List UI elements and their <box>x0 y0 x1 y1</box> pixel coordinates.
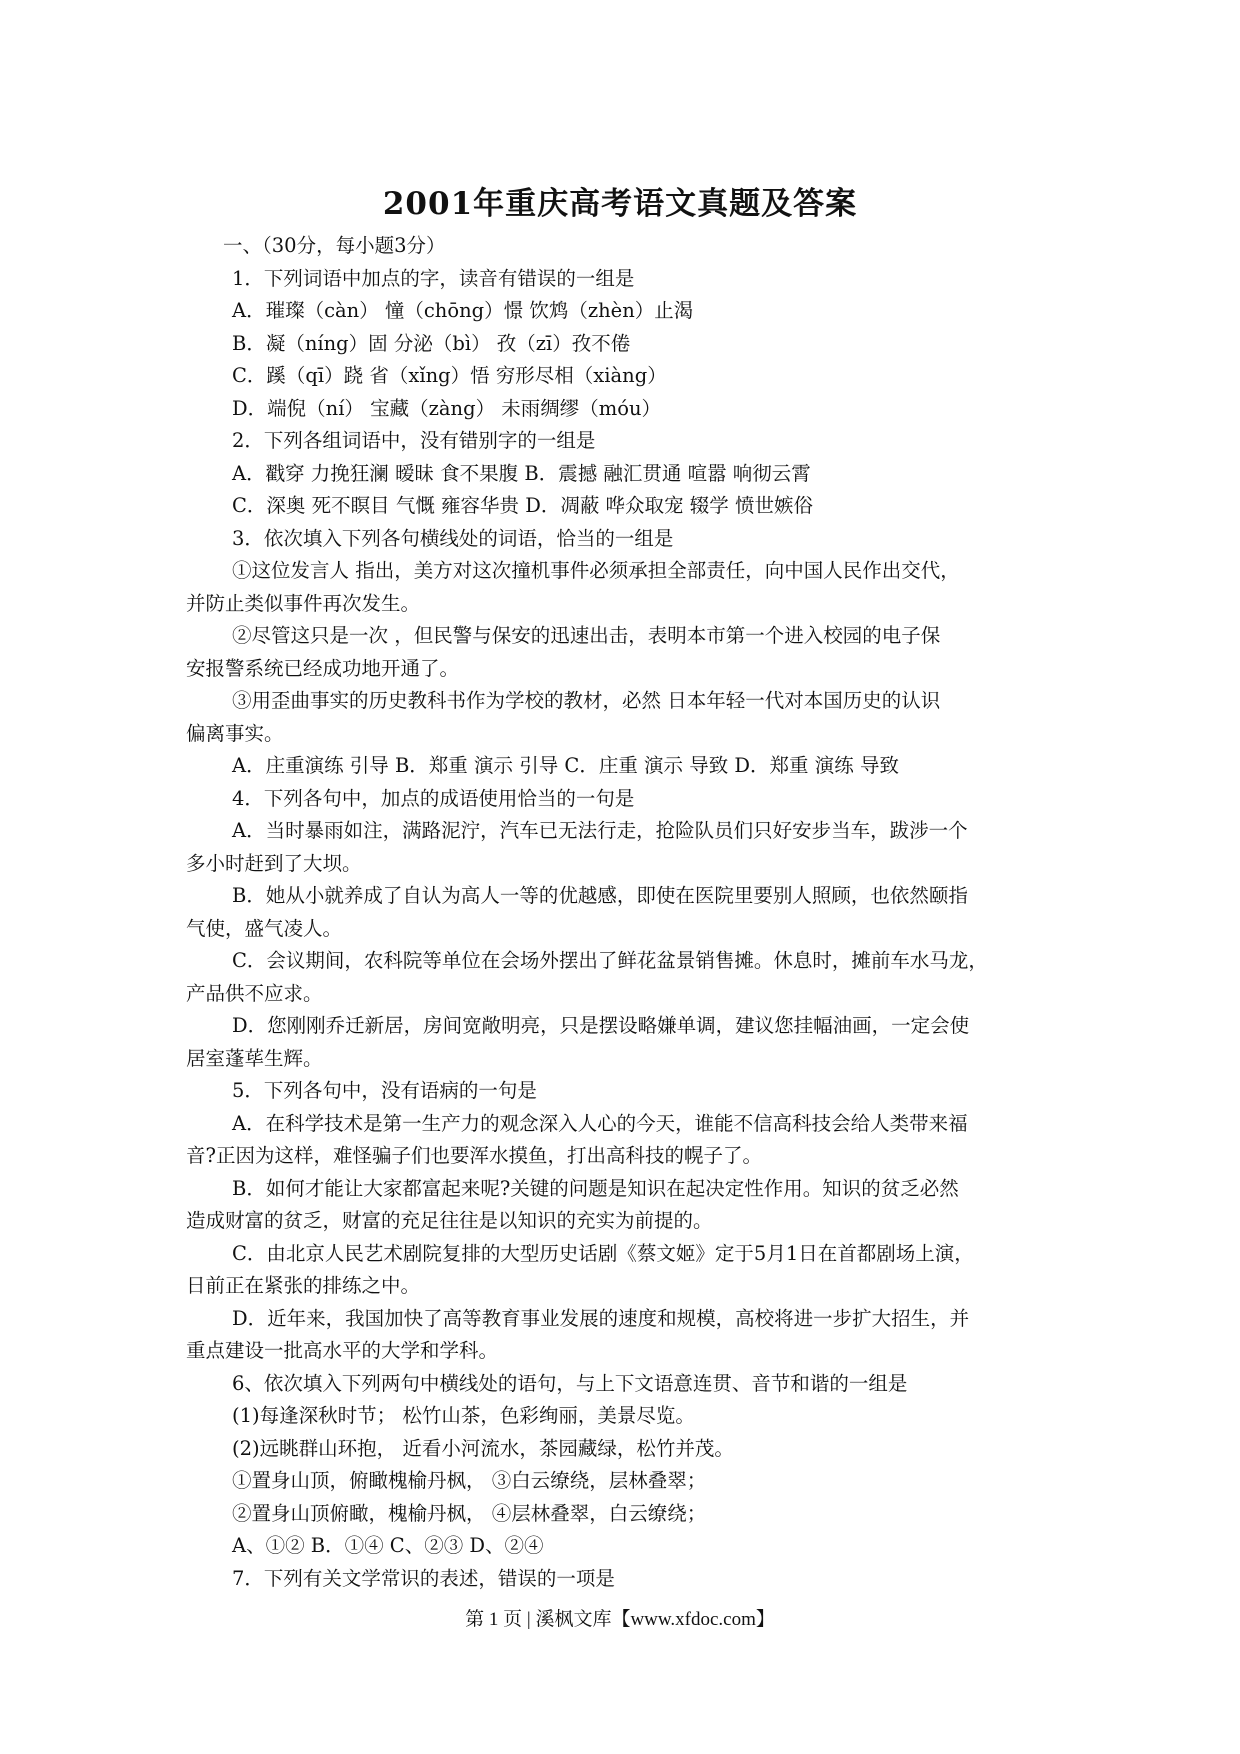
text-line: (2)远眺群山环抱， 近看小河流水，茶园藏绿，松竹并茂。 <box>232 1436 734 1460</box>
text-line: A．当时暴雨如注，满路泥泞，汽车已无法行走，抢险队员们只好安步当车，跋涉一个 <box>232 819 968 842</box>
text-line: B．如何才能让大家都富起来呢?关键的问题是知识在起决定性作用。知识的贫乏必然 <box>232 1176 959 1200</box>
text-line: (1)每逢深秋时节； 松竹山茶，色彩绚丽，美景尽览。 <box>232 1404 695 1427</box>
text-line: 多小时赶到了大坝。 <box>186 851 362 875</box>
text-line: B．凝（níng）固 分泌（bì） 孜（zī）孜不倦 <box>232 331 631 355</box>
text-line: ②尽管这只是一次 ，但民警与保安的迅速出击，表明本市第一个进入校园的电子保 <box>232 624 941 647</box>
text-line: C．会议期间，农科院等单位在会场外摆出了鲜花盆景销售摊。休息时，摊前车水马龙， <box>232 949 988 972</box>
text-line: 2．下列各组词语中，没有错别字的一组是 <box>232 429 596 452</box>
text-line: ③用歪曲事实的历史教科书作为学校的教材，必然 日本年轻一代对本国历史的认识 <box>232 689 941 712</box>
document-body <box>186 230 1066 1595</box>
text-line: A、①② B．①④ C、②③ D、②④ <box>232 1534 544 1557</box>
text-line: 1．下列词语中加点的字，读音有错误的一组是 <box>232 266 635 290</box>
text-line: 日前正在紧张的排练之中。 <box>186 1274 421 1297</box>
text-line: ②置身山顶俯瞰，槐榆丹枫， ④层林叠翠，白云缭绕； <box>232 1501 707 1525</box>
text-line: 音?正因为这样，难怪骗子们也要浑水摸鱼，打出高科技的幌子了。 <box>186 1144 762 1167</box>
text-line: C．由北京人民艺术剧院复排的大型历史话剧《蔡文姬》定于5月1日在首都剧场上演， <box>232 1241 974 1265</box>
text-line: A．璀璨（càn） 憧（chōng）憬 饮鸩（zhèn）止渴 <box>232 299 694 322</box>
text-line: A．庄重演练 引导 B．郑重 演示 引导 C．庄重 演示 导致 D．郑重 演练 导致 <box>232 754 899 777</box>
text-line: A．戳穿 力挽狂澜 暧昧 食不果腹 B．震撼 融汇贯通 喧嚣 响彻云霄 <box>232 461 811 485</box>
text-line: ①这位发言人 指出，美方对这次撞机事件必须承担全部责任，向中国人民作出交代， <box>232 559 960 582</box>
text-line: 造成财富的贫乏，财富的充足往往是以知识的充实为前提的。 <box>186 1209 713 1232</box>
text-line: 重点建设一批高水平的大学和学科。 <box>186 1339 499 1362</box>
text-line: 一、（30分，每小题3分） <box>223 234 446 257</box>
text-line: 3．依次填入下列各句横线处的词语，恰当的一组是 <box>232 526 674 550</box>
text-line: 6、依次填入下列两句中横线处的语句，与上下文语意连贯、音节和谐的一组是 <box>232 1371 908 1395</box>
text-line: A．在科学技术是第一生产力的观念深入人心的今天，谁能不信高科技会给人类带来福 <box>232 1111 968 1135</box>
page-footer: 第 1 页 | 溪枫文库【www.xfdoc.com】 <box>465 1609 775 1630</box>
text-line: 气使，盛气凌人。 <box>186 916 343 940</box>
document-title: 2001年重庆高考语文真题及答案 <box>382 186 858 222</box>
text-line: C．深奥 死不瞑目 气慨 雍容华贵 D．凋蔽 哗众取宠 辍学 愤世嫉俗 <box>232 494 813 517</box>
text-line: ①置身山顶，俯瞰槐榆丹枫， ③白云缭绕，层林叠翠； <box>232 1469 707 1492</box>
text-line: 5．下列各句中，没有语病的一句是 <box>232 1079 537 1102</box>
text-line: D．端倪（ní） 宝藏（zàng） 未雨绸缪（móu） <box>232 396 662 420</box>
text-line: 7．下列有关文学常识的表述，错误的一项是 <box>232 1566 615 1590</box>
text-line: 并防止类似事件再次发生。 <box>186 591 421 615</box>
text-line: D．您刚刚乔迁新居，房间宽敞明亮，只是摆设略嫌单调，建议您挂幅油画，一定会使 <box>232 1014 970 1037</box>
text-line: B．她从小就养成了自认为高人一等的优越感，即使在医院里要别人照顾，也依然颐指 <box>232 884 968 907</box>
text-line: 产品供不应求。 <box>186 981 323 1005</box>
text-line: C．蹊（qī）跷 省（xǐng）悟 穷形尽相（xiàng） <box>232 364 667 387</box>
text-line: 居室蓬荜生辉。 <box>186 1046 323 1070</box>
text-line: 偏离事实。 <box>186 721 284 745</box>
text-line: 安报警系统已经成功地开通了。 <box>186 656 460 680</box>
text-line: D．近年来，我国加快了高等教育事业发展的速度和规模，高校将进一步扩大招生，并 <box>232 1306 970 1330</box>
text-line: 4．下列各句中，加点的成语使用恰当的一句是 <box>232 786 635 810</box>
